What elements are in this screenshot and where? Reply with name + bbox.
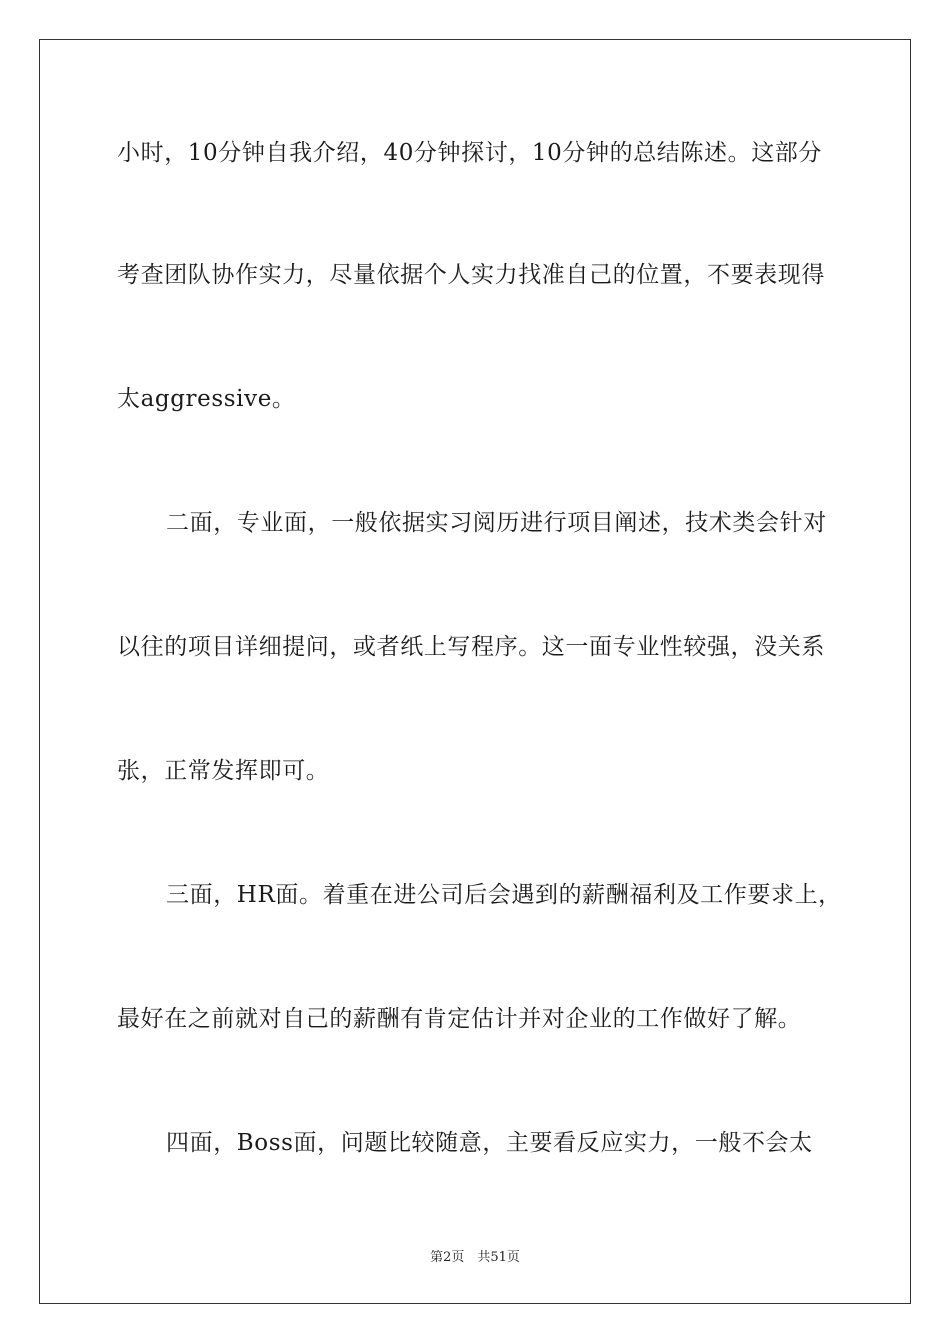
paragraph-third-interview: 三面，HR面。着重在进公司后会遇到的薪酬福利及工作要求上， [166,882,842,908]
body-line-1: 小时，10分钟自我介绍，40分钟探讨，10分钟的总结陈述。这部分 [117,140,822,166]
body-line-6: 张，正常发挥即可。 [117,758,330,784]
page-border [39,39,911,1304]
body-line-8: 最好在之前就对自己的薪酬有肯定估计并对企业的工作做好了解。 [117,1006,802,1032]
body-line-3: 太aggressive。 [117,386,296,412]
paragraph-second-interview: 二面，专业面，一般依据实习阅历进行项目阐述，技术类会针对 [166,510,827,536]
body-line-5: 以往的项目详细提问，或者纸上写程序。这一面专业性较强，没关系 [117,634,825,660]
body-line-2: 考查团队协作实力，尽量依据个人实力找准自己的位置，不要表现得 [117,262,825,288]
page-number-footer: 第2页 共51页 [430,1250,520,1265]
paragraph-fourth-interview: 四面，Boss面，问题比较随意，主要看反应实力，一般不会太 [166,1130,813,1156]
